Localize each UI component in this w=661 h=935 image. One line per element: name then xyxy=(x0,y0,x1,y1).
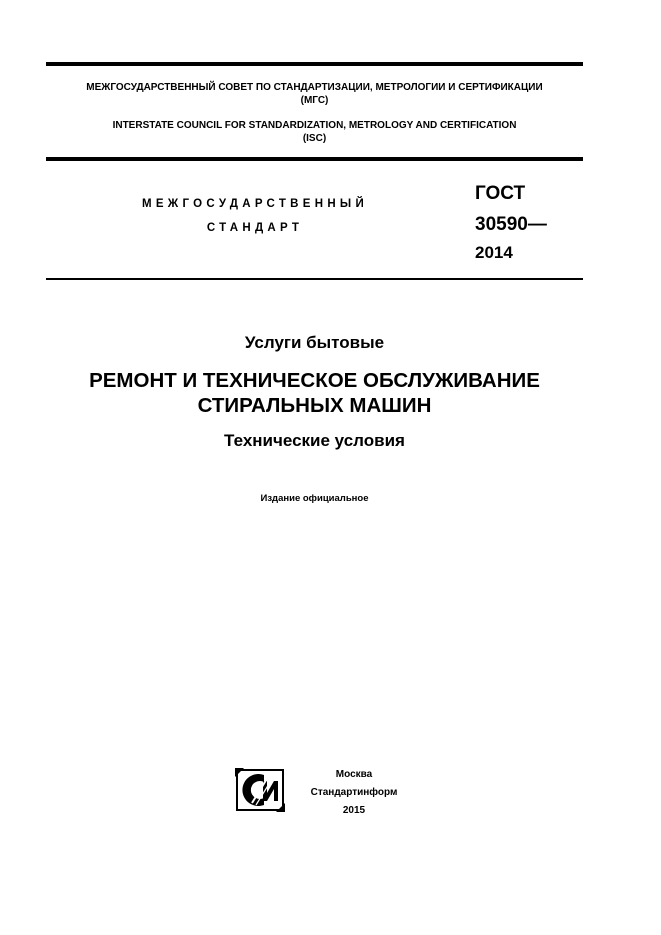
publisher-city: Москва xyxy=(335,769,373,780)
publisher-block xyxy=(304,766,404,820)
council-name-en xyxy=(46,119,583,145)
designation-prefix: ГОСТ xyxy=(475,183,526,204)
standard-type-line1: МЕЖГОСУДАРСТВЕННЫЙ xyxy=(141,198,369,210)
council-name-ru xyxy=(46,81,583,107)
standartinform-logo-icon xyxy=(234,767,286,813)
middle-rule xyxy=(46,157,583,161)
document-title-line2: СТИРАЛЬНЫХ МАШИН xyxy=(197,394,432,417)
council-name-en-line1: INTERSTATE COUNCIL FOR STANDARDIZATION, METROLOGY AND CERTIFICATION xyxy=(112,120,517,131)
council-abbr-en: (ISC) xyxy=(302,133,327,144)
publisher-year: 2015 xyxy=(342,805,366,816)
designation-year: 2014 xyxy=(475,243,513,262)
document-title xyxy=(46,368,583,418)
standard-designation xyxy=(475,178,547,266)
edition-note: Издание официальное xyxy=(260,493,369,504)
standard-type-line2: СТАНДАРТ xyxy=(206,222,304,234)
document-subtitle: Технические условия xyxy=(224,431,405,450)
council-name-ru-line1: МЕЖГОСУДАРСТВЕННЫЙ СОВЕТ ПО СТАНДАРТИЗАЦИИ, МЕТРОЛОГИИ И СЕРТИФИКАЦИИ xyxy=(86,82,543,93)
designation-number: 30590— xyxy=(475,214,547,235)
top-rule xyxy=(46,62,583,66)
document-title-line1: РЕМОНТ И ТЕХНИЧЕСКОЕ ОБСЛУЖИВАНИЕ xyxy=(89,369,540,392)
bottom-rule xyxy=(46,278,583,280)
publisher-name: Стандартинформ xyxy=(310,787,398,798)
title-prefix: Услуги бытовые xyxy=(244,333,385,352)
council-abbr-ru: (МГС) xyxy=(300,95,329,106)
